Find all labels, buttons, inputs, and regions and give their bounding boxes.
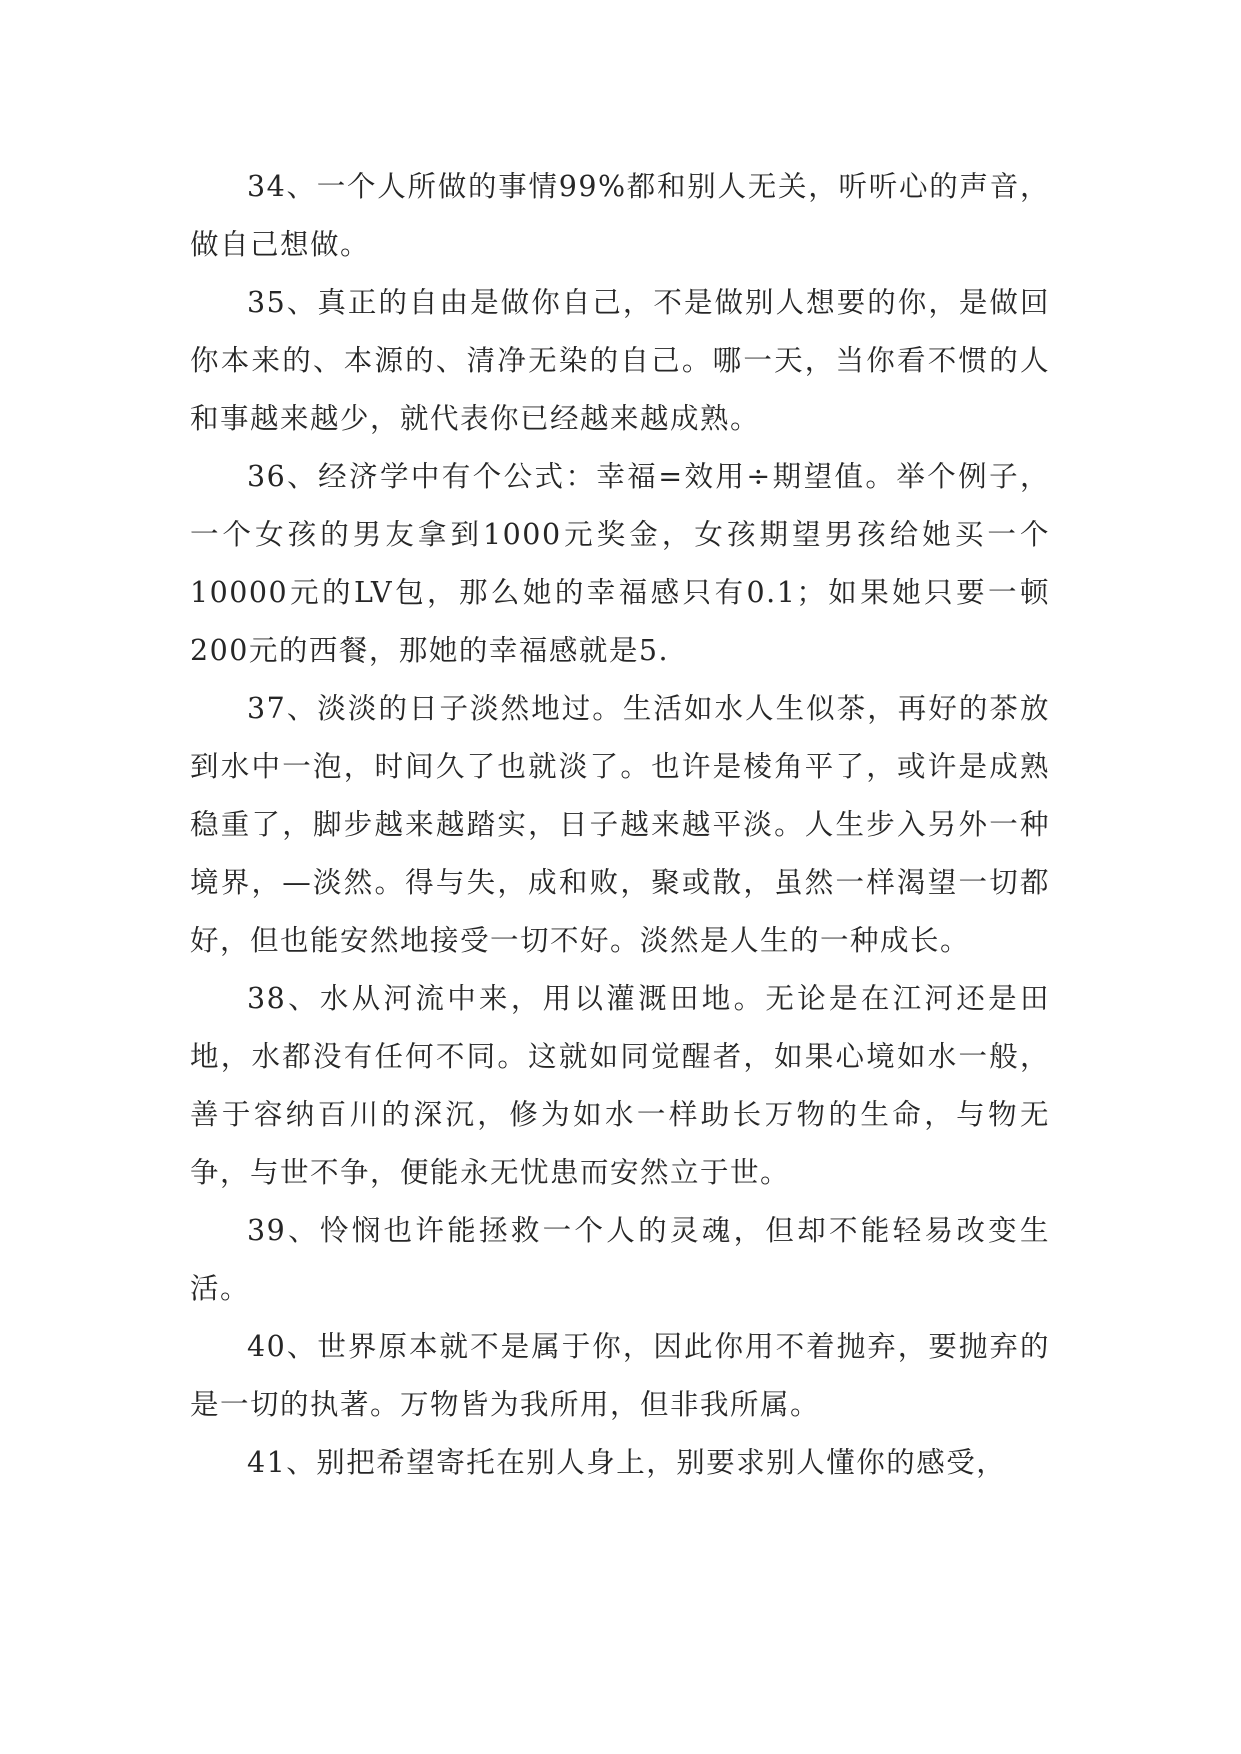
- paragraph-38: 38、水从河流中来，用以灌溉田地。无论是在江河还是田地，水都没有任何不同。这就如同觉醒者，如果心境如水一般，善于容纳百川的深沉，修为如水一样助长万物的生命，与物无争，与世不争，便能永无忧患而安然立于世。: [190, 982, 1050, 1189]
- paragraph-37: 37、淡淡的日子淡然地过。生活如水人生似茶，再好的茶放到水中一泡，时间久了也就淡了。也许是棱角平了，或许是成熟稳重了，脚步越来越踏实，日子越来越平淡。人生步入另外一种境界，—淡然。得与失，成和败，聚或散，虽然一样渴望一切都好，但也能安然地接受一切不好。淡然是人生的一种成长。: [190, 692, 1050, 957]
- paragraph-34: 34、一个人所做的事情99%都和别人无关，听听心的声音，做自己想做。: [190, 170, 1050, 261]
- paragraph-36: 36、经济学中有个公式：幸福=效用÷期望值。举个例子，一个女孩的男友拿到1000元奖金，女孩期望男孩给她买一个10000元的LV包，那么她的幸福感只有0.1；如果她只要一顿200元的西餐，那她的幸福感就是5.: [190, 460, 1050, 667]
- paragraph-35: 35、真正的自由是做你自己，不是做别人想要的你，是做回你本来的、本源的、清净无染的自己。哪一天，当你看不惯的人和事越来越少，就代表你已经越来越成熟。: [190, 286, 1050, 435]
- paragraph-39: 39、怜悯也许能拯救一个人的灵魂，但却不能轻易改变生活。: [190, 1214, 1050, 1305]
- paragraph-40: 40、世界原本就不是属于你，因此你用不着抛弃，要抛弃的是一切的执著。万物皆为我所用，但非我所属。: [190, 1330, 1050, 1421]
- paragraph-41: 41、别把希望寄托在别人身上，别要求别人懂你的感受，: [247, 1446, 1007, 1479]
- document-page: [190, 158, 1050, 1492]
